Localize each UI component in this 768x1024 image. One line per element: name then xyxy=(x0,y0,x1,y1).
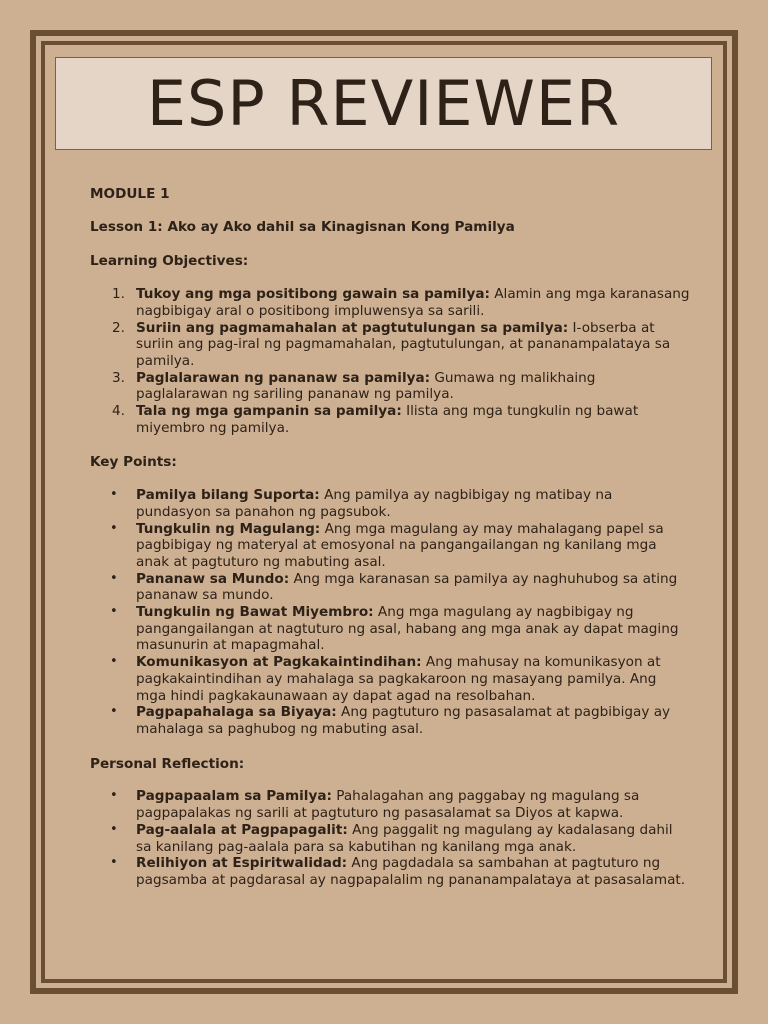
item-term: Pamilya bilang Suporta: xyxy=(136,487,320,504)
item-term: Komunikasyon at Pagkakaintindihan: xyxy=(136,654,422,671)
item-term: Pagpapahalaga sa Biyaya: xyxy=(136,704,337,721)
item-text: Pahalagahan ang paggabay ng magulang sa pagpapalakas ng sarili at pagtuturo ng pasasalamat sa Diyos at kapwa. xyxy=(136,788,640,822)
item-term: Pananaw sa Mundo: xyxy=(136,570,290,587)
lesson-heading: Lesson 1: Ako ay Ako dahil sa Kinagisnan Kong Pamilya xyxy=(90,218,515,235)
item-text: Ilista ang mga tungkulin ng bawat miyembro ng pamilya. xyxy=(136,403,639,436)
list-number: 2. xyxy=(112,319,125,336)
list-item xyxy=(90,822,690,855)
list-item xyxy=(90,704,690,737)
list-item xyxy=(90,370,690,403)
reflection-heading: Personal Reflection: xyxy=(90,755,245,772)
list-item xyxy=(90,571,690,604)
item-text: I-obserba at suriin ang pag-iral ng pagmamahalan, pagtutulungan, at pananampalataya sa pamilya. xyxy=(136,319,671,369)
list-item xyxy=(90,654,690,704)
item-term: Pagpapaalam sa Pamilya: xyxy=(136,788,332,805)
item-term: Tungkulin ng Bawat Miyembro: xyxy=(136,604,374,621)
item-term: Tukoy ang mga positibong gawain sa pamilya: xyxy=(136,286,490,303)
list-item xyxy=(90,487,690,520)
item-text: Ang mahusay na komunikasyon at pagkakaintindihan ay mahalaga sa pagkakaroon ng masayang pamilya. Ang mga hindi pagkakaunawaan ay dapat agad na resolbahan. xyxy=(136,654,661,704)
bullet-icon: • xyxy=(110,704,118,720)
item-text: Ang pagtuturo ng pasasalamat at pagbibigay ay mahalaga sa paghubog ng mabuting asal. xyxy=(136,704,671,737)
item-text: Ang mga magulang ay nagbibigay ng pangangailangan at nagtuturo ng asal, habang ang mga anak ay dapat maging masunurin at mapagmahal. xyxy=(136,604,679,654)
bullet-icon: • xyxy=(110,821,118,837)
item-term: Paglalarawan ng pananaw sa pamilya: xyxy=(136,369,431,386)
bullet-icon: • xyxy=(110,855,118,871)
document-body xyxy=(90,186,690,889)
item-term: Pag-aalala at Pagpapagalit: xyxy=(136,821,348,838)
list-item xyxy=(90,855,690,888)
item-text: Ang pagdadala sa sambahan at pagtuturo ng pagsamba at pagdarasal ay nagpapalalim ng pananampalataya at pasasalamat. xyxy=(136,855,686,888)
module-heading: MODULE 1 xyxy=(90,186,170,202)
list-number: 4. xyxy=(112,403,125,420)
item-term: Tungkulin ng Magulang: xyxy=(136,520,321,537)
key-points-list xyxy=(90,487,690,738)
key-points-heading: Key Points: xyxy=(90,454,177,471)
item-text: Gumawa ng malikhaing paglalarawan ng sariling pananaw ng pamilya. xyxy=(136,369,596,403)
item-text: Alamin ang mga karanasang nagbibigay aral o positibong impluwensya sa sarili. xyxy=(136,286,690,319)
list-number: 3. xyxy=(112,369,125,386)
list-item xyxy=(90,604,690,654)
bullet-icon: • xyxy=(110,520,118,536)
item-text: Ang pamilya ay nagbibigay ng matibay na pundasyon sa panahon ng pagsubok. xyxy=(136,487,613,520)
list-item xyxy=(90,403,690,436)
item-text: Ang mga magulang ay may mahalagang papel sa pagbibigay ng materyal at emosyonal na pangangailangan ng kanilang mga anak at pagtuturo ng mabuting asal. xyxy=(136,520,664,570)
title-banner xyxy=(55,57,712,150)
item-term: Tala ng mga gampanin sa pamilya: xyxy=(136,403,402,420)
reflection-list xyxy=(90,788,690,888)
list-item xyxy=(90,286,690,319)
list-item xyxy=(90,788,690,821)
list-number: 1. xyxy=(112,286,125,303)
page-title: ESP REVIEWER xyxy=(146,67,621,140)
bullet-icon: • xyxy=(110,604,118,620)
list-item xyxy=(90,320,690,370)
item-term: Relihiyon at Espiritwalidad: xyxy=(136,855,348,872)
bullet-icon: • xyxy=(110,487,118,503)
item-term: Suriin ang pagmamahalan at pagtutulungan sa pamilya: xyxy=(136,319,569,336)
objectives-list xyxy=(90,286,690,436)
bullet-icon: • xyxy=(110,654,118,670)
bullet-icon: • xyxy=(110,570,118,586)
item-text: Ang mga karanasan sa pamilya ay naghuhubog sa ating pananaw sa mundo. xyxy=(136,570,678,604)
list-item xyxy=(90,521,690,571)
bullet-icon: • xyxy=(110,788,118,804)
item-text: Ang paggalit ng magulang ay kadalasang dahil sa kanilang pag-aalala para sa kabutihan ng kanilang mga anak. xyxy=(136,821,673,855)
objectives-heading: Learning Objectives: xyxy=(90,253,249,270)
